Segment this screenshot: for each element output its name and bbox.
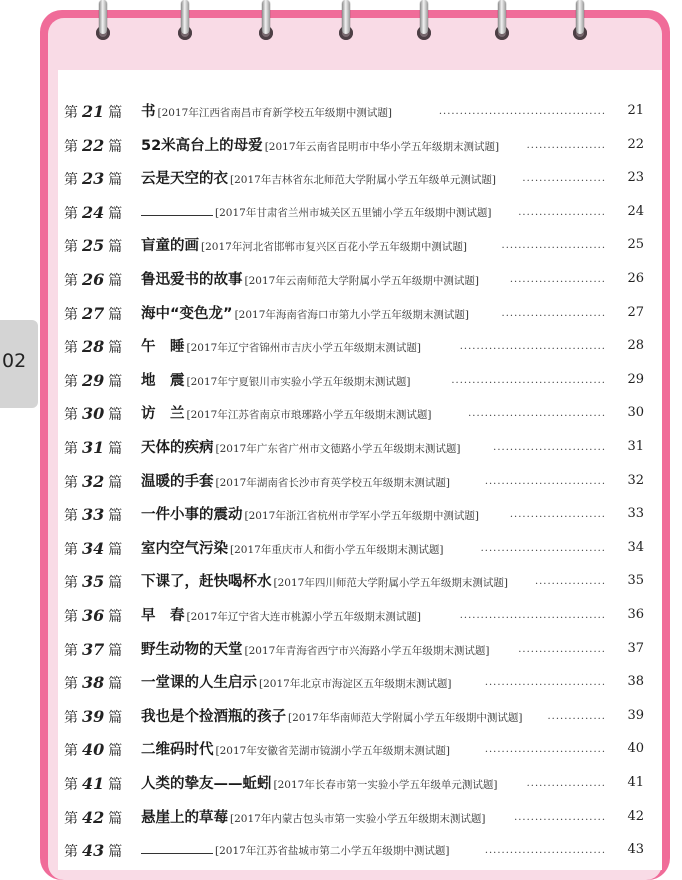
entry-title: 我也是个捡酒瓶的孩子 [2017年华南师范大学附属小学五年级期中测试题] xyxy=(141,708,523,725)
entry-source: [2017年重庆市人和街小学五年级期末测试题] xyxy=(230,543,444,556)
entry-source: [2017年甘肃省兰州市城关区五里铺小学五年级期中测试题] xyxy=(215,206,492,219)
entry-page-number: 21 xyxy=(627,103,644,118)
entry-page-number: 40 xyxy=(627,741,644,757)
entry-title: 二维码时代 [2017年安徽省芜湖市镜湖小学五年级期末测试题] xyxy=(141,742,450,759)
entry-source: [2017年浙江省杭州市学军小学五年级期中测试题] xyxy=(244,510,479,523)
entry-title: 野生动物的天堂 [2017年青海省西宁市兴海路小学五年级期末测试题] xyxy=(141,641,490,658)
leader-dots: ································· xyxy=(468,411,606,423)
entry-title: 书 [2017年江西省南昌市育新学校五年级期中测试题] xyxy=(141,104,392,120)
entry-source: [2017年河北省邯郸市复兴区百花小学五年级期中测试题] xyxy=(201,241,467,254)
entry-page-number: 42 xyxy=(627,808,644,824)
entry-page-number: 37 xyxy=(627,640,644,656)
binder-ring-icon xyxy=(178,0,192,42)
entry-source: [2017年江西省南昌市育新学校五年级期中测试题] xyxy=(157,107,392,119)
entry-number: 第 32 篇 xyxy=(64,471,123,491)
binder-ring-icon xyxy=(573,0,587,42)
leader-dots: ··················· xyxy=(526,781,606,792)
entry-title: 早 春 [2017年辽宁省大连市桃源小学五年级期末测试题] xyxy=(141,608,421,624)
leader-dots: ·············· xyxy=(547,713,606,725)
leader-dots: ······························ xyxy=(480,545,606,557)
entry-number: 第 40 篇 xyxy=(64,740,123,760)
entry-page-number: 43 xyxy=(627,842,644,858)
entry-number: 第 27 篇 xyxy=(64,303,123,323)
binder-ring-icon xyxy=(259,0,273,42)
leader-dots: ··································· xyxy=(459,613,606,624)
entry-page-number: 33 xyxy=(627,506,644,522)
title-blank xyxy=(141,201,213,216)
entry-page-number: 35 xyxy=(627,573,644,589)
entry-title: 一堂课的人生启示 [2017年北京市海淀区五年级期末测试题] xyxy=(141,675,452,692)
leader-dots: ····························· xyxy=(484,747,606,759)
leader-dots: ···················· xyxy=(522,176,606,188)
binder-ring-icon xyxy=(339,0,353,42)
entry-source: [2017年辽宁省大连市桃源小学五年级期末测试题] xyxy=(186,611,421,623)
entry-number: 第 36 篇 xyxy=(64,606,123,625)
entry-number: 第 25 篇 xyxy=(64,236,123,256)
entry-page-number: 24 xyxy=(627,203,644,219)
toc-entry[interactable] xyxy=(64,436,644,462)
leader-dots: ····························· xyxy=(484,848,606,860)
entry-page-number: 31 xyxy=(627,439,644,454)
entry-page-number: 28 xyxy=(627,338,644,354)
entry-number: 第 28 篇 xyxy=(64,337,123,357)
entry-number: 第 26 篇 xyxy=(64,270,123,289)
entry-number: 第 35 篇 xyxy=(64,572,123,592)
leader-dots: ························· xyxy=(501,310,606,322)
leader-dots: ····································· xyxy=(451,377,606,389)
entry-title xyxy=(141,839,449,858)
entry-source: [2017年云南省昆明市中华小学五年级期末测试题] xyxy=(264,140,500,153)
entry-title: 悬崖上的草莓 [2017年内蒙古包头市第一实验小学五年级期末测试题] xyxy=(141,809,486,826)
toc-entry[interactable] xyxy=(64,570,644,596)
entry-title: 鲁迅爱书的故事 [2017年云南师范大学附属小学五年级期中测试题] xyxy=(141,272,479,288)
entry-source: [2017年海南省海口市第九小学五年级期末测试题] xyxy=(234,308,469,321)
toc-entry[interactable] xyxy=(64,201,644,227)
leader-dots: ··························· xyxy=(493,445,606,456)
toc-entry[interactable] xyxy=(64,100,644,126)
leader-dots: ························· xyxy=(501,243,606,255)
entry-title: 人类的挚友——蚯蚓 [2017年长春市第一实验小学五年级单元测试题] xyxy=(141,776,498,792)
entry-title: 云是天空的衣 [2017年吉林省东北师范大学附属小学五年级单元测试题] xyxy=(141,171,496,188)
entry-title: 室内空气污染 [2017年重庆市人和街小学五年级期末测试题] xyxy=(141,540,444,557)
entry-source: [2017年江苏省南京市琅琊路小学五年级期末测试题] xyxy=(186,409,432,422)
binder-ring-icon xyxy=(495,0,509,42)
entry-page-number: 23 xyxy=(627,170,644,186)
entry-number: 第 33 篇 xyxy=(64,505,123,525)
entry-source: [2017年江苏省盐城市第二小学五年级期中测试题] xyxy=(215,845,450,858)
entry-number: 第 31 篇 xyxy=(64,438,123,457)
leader-dots: ········································ xyxy=(438,109,606,120)
toc-entry[interactable] xyxy=(64,402,644,428)
entry-source: [2017年宁夏银川市实验小学五年级期末测试题] xyxy=(186,375,411,388)
entry-source: [2017年青海省西宁市兴海路小学五年级期末测试题] xyxy=(244,644,490,657)
entry-source: [2017年辽宁省锦州市吉庆小学五年级期末测试题] xyxy=(186,342,421,355)
leader-dots: ······················· xyxy=(509,512,606,524)
toc-entry[interactable] xyxy=(64,671,644,697)
entry-number: 第 37 篇 xyxy=(64,639,123,659)
toc-entry[interactable] xyxy=(64,839,644,865)
entry-number: 第 22 篇 xyxy=(64,135,123,155)
entry-number: 第 38 篇 xyxy=(64,673,123,693)
entry-page-number: 22 xyxy=(627,136,644,152)
entry-title: 天体的疾病 [2017年广东省广州市文德路小学五年级期末测试题] xyxy=(141,440,461,456)
toc-entry[interactable] xyxy=(64,134,644,160)
toc-entry[interactable] xyxy=(64,302,644,328)
entry-page-number: 30 xyxy=(627,405,644,421)
toc-entry[interactable] xyxy=(64,234,644,260)
entry-page-number: 41 xyxy=(627,775,644,790)
entry-page-number: 38 xyxy=(627,674,644,690)
toc-entry[interactable] xyxy=(64,806,644,832)
section-tab-label: 02 xyxy=(2,350,27,372)
entry-title: 访 兰 [2017年江苏省南京市琅琊路小学五年级期末测试题] xyxy=(141,406,432,423)
entry-page-number: 34 xyxy=(627,539,644,555)
leader-dots: ··················· xyxy=(526,142,606,154)
entry-source: [2017年内蒙古包头市第一实验小学五年级期末测试题] xyxy=(230,812,486,825)
entry-number: 第 24 篇 xyxy=(64,202,123,222)
entry-number: 第 42 篇 xyxy=(64,807,123,827)
entry-source: [2017年吉林省东北师范大学附属小学五年级单元测试题] xyxy=(230,174,496,187)
toc-entry[interactable] xyxy=(64,369,644,395)
entry-number: 第 43 篇 xyxy=(64,841,123,861)
entry-page-number: 36 xyxy=(627,607,644,622)
entry-page-number: 32 xyxy=(627,472,644,488)
entry-source: [2017年湖南省长沙市育英学校五年级期末测试题] xyxy=(215,476,450,489)
leader-dots: ······················ xyxy=(514,814,606,826)
leader-dots: ····················· xyxy=(518,646,606,658)
leader-dots: ····························· xyxy=(484,478,606,490)
entry-number: 第 29 篇 xyxy=(64,370,123,390)
leader-dots: ················· xyxy=(534,579,606,591)
toc-entry[interactable] xyxy=(64,335,644,361)
entry-title: 一件小事的震动 [2017年浙江省杭州市学军小学五年级期中测试题] xyxy=(141,507,479,524)
entry-number: 第 23 篇 xyxy=(64,169,123,189)
entry-number: 第 39 篇 xyxy=(64,706,123,726)
leader-dots: ··································· xyxy=(459,344,606,356)
toc-entry[interactable] xyxy=(64,772,644,798)
entry-title: 盲童的画 [2017年河北省邯郸市复兴区百花小学五年级期中测试题] xyxy=(141,238,467,255)
entry-source: [2017年四川师范大学附属小学五年级期末测试题] xyxy=(273,577,508,590)
toc-entry[interactable] xyxy=(64,604,644,630)
entry-source: [2017年云南师范大学附属小学五年级期中测试题] xyxy=(244,275,479,287)
entry-title: 52米高台上的母爱 [2017年云南省昆明市中华小学五年级期末测试题] xyxy=(141,137,500,154)
entry-page-number: 39 xyxy=(627,707,644,723)
toc-entry[interactable] xyxy=(64,268,644,294)
entry-page-number: 26 xyxy=(627,271,644,286)
binder-ring-icon xyxy=(417,0,431,42)
toc-entry[interactable] xyxy=(64,638,644,664)
leader-dots: ····························· xyxy=(484,680,606,692)
entry-source: [2017年北京市海淀区五年级期末测试题] xyxy=(259,678,452,691)
entry-title: 地 震 [2017年宁夏银川市实验小学五年级期末测试题] xyxy=(141,372,411,389)
toc-entry[interactable] xyxy=(64,503,644,529)
entry-title: 海中“变色龙” [2017年海南省海口市第九小学五年级期末测试题] xyxy=(141,305,469,322)
title-blank xyxy=(141,839,213,854)
entry-title: 下课了，赶快喝杯水 [2017年四川师范大学附属小学五年级期末测试题] xyxy=(141,574,508,591)
entry-source: [2017年华南师范大学附属小学五年级期中测试题] xyxy=(288,711,523,724)
entry-title: 温暖的手套 [2017年湖南省长沙市育英学校五年级期末测试题] xyxy=(141,473,450,490)
entry-number: 第 21 篇 xyxy=(64,102,123,121)
entry-page-number: 25 xyxy=(627,237,644,253)
entry-number: 第 34 篇 xyxy=(64,538,123,558)
entry-number: 第 30 篇 xyxy=(64,404,123,424)
entry-number: 第 41 篇 xyxy=(64,774,123,793)
toc-entry[interactable] xyxy=(64,537,644,563)
entry-page-number: 29 xyxy=(627,371,644,387)
toc-entry[interactable] xyxy=(64,705,644,731)
entry-source: [2017年长春市第一实验小学五年级单元测试题] xyxy=(273,779,498,791)
toc-entry[interactable] xyxy=(64,167,644,193)
entry-title xyxy=(141,201,491,220)
entry-title: 午 睡 [2017年辽宁省锦州市吉庆小学五年级期末测试题] xyxy=(141,339,421,356)
entry-source: [2017年广东省广州市文德路小学五年级期末测试题] xyxy=(215,443,461,455)
leader-dots: ····················· xyxy=(518,209,606,221)
entry-source: [2017年安徽省芜湖市镜湖小学五年级期末测试题] xyxy=(215,745,450,758)
entry-page-number: 27 xyxy=(627,304,644,320)
leader-dots: ······················· xyxy=(509,277,606,288)
toc-entry[interactable] xyxy=(64,470,644,496)
toc-entry[interactable] xyxy=(64,738,644,764)
binder-ring-icon xyxy=(96,0,110,42)
